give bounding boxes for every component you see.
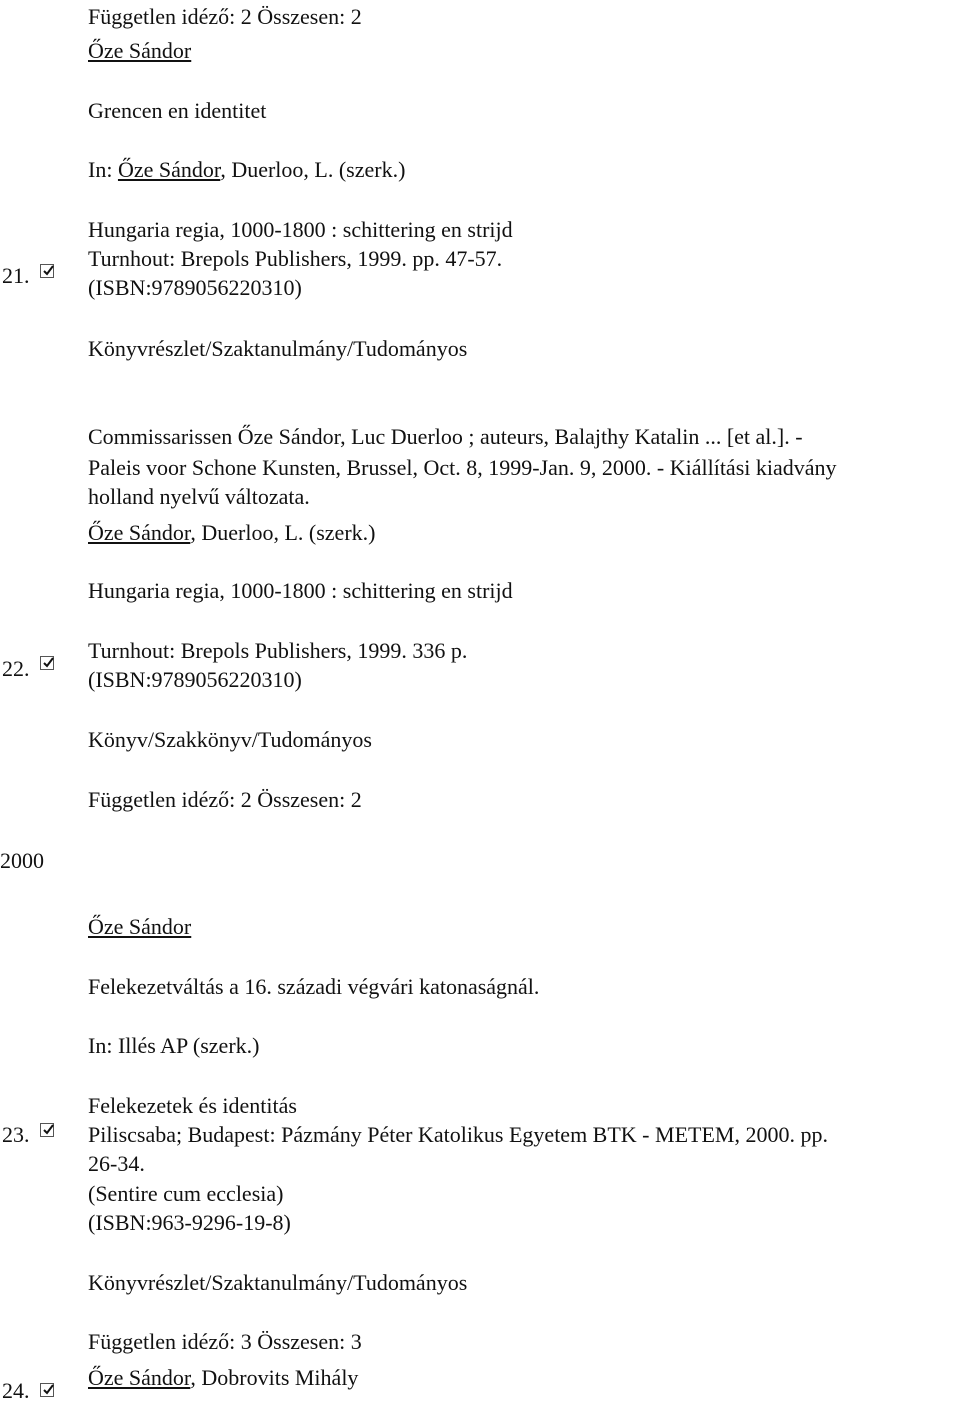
- entry22-editor-link[interactable]: Őze Sándor: [88, 520, 191, 545]
- entry21-in-rest: , Duerloo, L. (szerk.): [220, 157, 406, 182]
- entry23-publisher-line1: Piliscsaba; Budapest: Pázmány Péter Katolikus Egyetem BTK - METEM, 2000. pp.: [88, 1122, 828, 1147]
- entry21-title: Grencen en identitet: [88, 98, 267, 123]
- entry23-type: Könyvrészlet/Szaktanulmány/Tudományos: [88, 1270, 468, 1295]
- entry23-number: 23.: [2, 1122, 30, 1147]
- checkbox-checked-icon[interactable]: [40, 1123, 54, 1137]
- entry21-publisher: Turnhout: Brepols Publishers, 1999. pp. 47-57.: [88, 246, 503, 271]
- entry22-citations: Független idéző: 2 Összesen: 2: [88, 787, 362, 812]
- entry21-in-line: [88, 157, 405, 183]
- entry23-author-link[interactable]: Őze Sándor: [88, 914, 192, 939]
- entry22-publisher: Turnhout: Brepols Publishers, 1999. 336 p.: [88, 638, 468, 663]
- entry24-number: 24.: [2, 1378, 30, 1403]
- entry21-in-prefix: In:: [88, 157, 118, 182]
- entry24-authors-line: [88, 1365, 358, 1391]
- entry22-type: Könyv/Szakkönyv/Tudományos: [88, 727, 372, 752]
- entry21-type: Könyvrészlet/Szaktanulmány/Tudományos: [88, 336, 468, 361]
- checkbox-checked-icon[interactable]: [40, 264, 54, 278]
- entry23-citations: Független idéző: 3 Összesen: 3: [88, 1329, 362, 1354]
- entry24-author-link[interactable]: Őze Sándor: [88, 1365, 191, 1390]
- entry21-isbn: (ISBN:9789056220310): [88, 275, 302, 300]
- entry21-citations: Független idéző: 2 Összesen: 2: [88, 4, 362, 29]
- entry23-publisher-line2: 26-34.: [88, 1151, 145, 1176]
- entry22-title: Hungaria regia, 1000-1800 : schittering en strijd: [88, 578, 513, 603]
- entry21-book: Hungaria regia, 1000-1800 : schittering en strijd: [88, 217, 513, 242]
- entry23-isbn: (ISBN:963-9296-19-8): [88, 1210, 291, 1235]
- entry22-editor-rest: , Duerloo, L. (szerk.): [190, 520, 376, 545]
- entry23-series: (Sentire cum ecclesia): [88, 1181, 284, 1206]
- checkbox-checked-icon[interactable]: [40, 1383, 54, 1397]
- entry22-isbn: (ISBN:9789056220310): [88, 667, 302, 692]
- entry21-editor-link[interactable]: Őze Sándor: [117, 157, 221, 182]
- entry24-author-rest: , Dobrovits Mihály: [190, 1365, 359, 1390]
- entry23-title: Felekezetváltás a 16. századi végvári katonaságnál.: [88, 974, 540, 999]
- year-heading: 2000: [0, 848, 44, 873]
- entry23-book: Felekezetek és identitás: [88, 1093, 297, 1118]
- entry21-number: 21.: [2, 263, 30, 288]
- checkbox-checked-icon[interactable]: [40, 656, 54, 670]
- entry22-number: 22.: [2, 656, 30, 681]
- entry22-note-line1: Commissarissen Őze Sándor, Luc Duerloo ; auteurs, Balajthy Katalin ... [et al.]. -: [88, 424, 803, 449]
- entry22-editor-line: [88, 520, 375, 546]
- entry23-in: In: Illés AP (szerk.): [88, 1033, 260, 1058]
- entry22-note-line2: Paleis voor Schone Kunsten, Brussel, Oct. 8, 1999-Jan. 9, 2000. - Kiállítási kiadvány: [88, 455, 837, 480]
- entry21-author-link[interactable]: Őze Sándor: [88, 38, 192, 63]
- entry22-note-line3: holland nyelvű változata.: [88, 484, 310, 509]
